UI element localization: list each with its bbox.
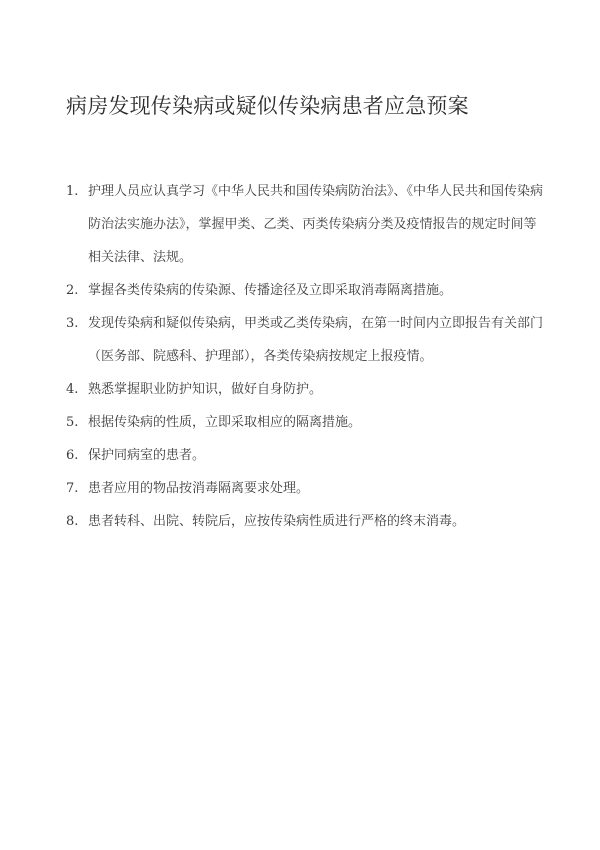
- list-item: [66, 373, 546, 406]
- list-item-text: 熟悉掌握职业防护知识，做好自身防护。: [88, 382, 323, 397]
- list-item-text: 掌握各类传染病的传染源、传播途径及立即采取消毒隔离措施。: [88, 283, 453, 298]
- list-item-number: 6.: [66, 448, 79, 463]
- list-item-text: 保护同病室的患者。: [88, 448, 206, 463]
- list-item: [66, 175, 546, 274]
- list-item-text: 发现传染病和疑似传染病，甲类或乙类传染病，在第一时间内立即报告有关部门（医务部、院感科、护理部），各类传染病按规定上报疫情。: [88, 316, 544, 364]
- list-item: [66, 505, 546, 538]
- list-item-text: 根据传染病的性质，立即采取相应的隔离措施。: [88, 415, 362, 430]
- list-item: [66, 439, 546, 472]
- list-item-number: 1.: [66, 184, 79, 199]
- list-item-number: 7.: [66, 481, 79, 496]
- list-item-number: 3.: [66, 316, 79, 331]
- list-item-text: 患者转科、出院、转院后，应按传染病性质进行严格的终末消毒。: [88, 514, 466, 529]
- list-item-number: 2.: [66, 283, 79, 298]
- list-item: [66, 406, 546, 439]
- list-item: [66, 274, 546, 307]
- list-item-text: 患者应用的物品按消毒隔离要求处理。: [88, 481, 310, 496]
- procedure-list: [66, 175, 546, 538]
- list-item-number: 4.: [66, 382, 79, 397]
- list-item: [66, 472, 546, 505]
- list-item: [66, 307, 546, 373]
- list-item-text: 护理人员应认真学习《中华人民共和国传染病防治法》、《中华人民共和国传染病防治法实施办法》，掌握甲类、乙类、丙类传染病分类及疫情报告的规定时间等相关法律、法规。: [88, 184, 544, 265]
- list-item-number: 5.: [66, 415, 79, 430]
- document-title: 病房发现传染病或疑似传染病患者应急预案: [66, 94, 469, 118]
- list-item-number: 8.: [66, 514, 79, 529]
